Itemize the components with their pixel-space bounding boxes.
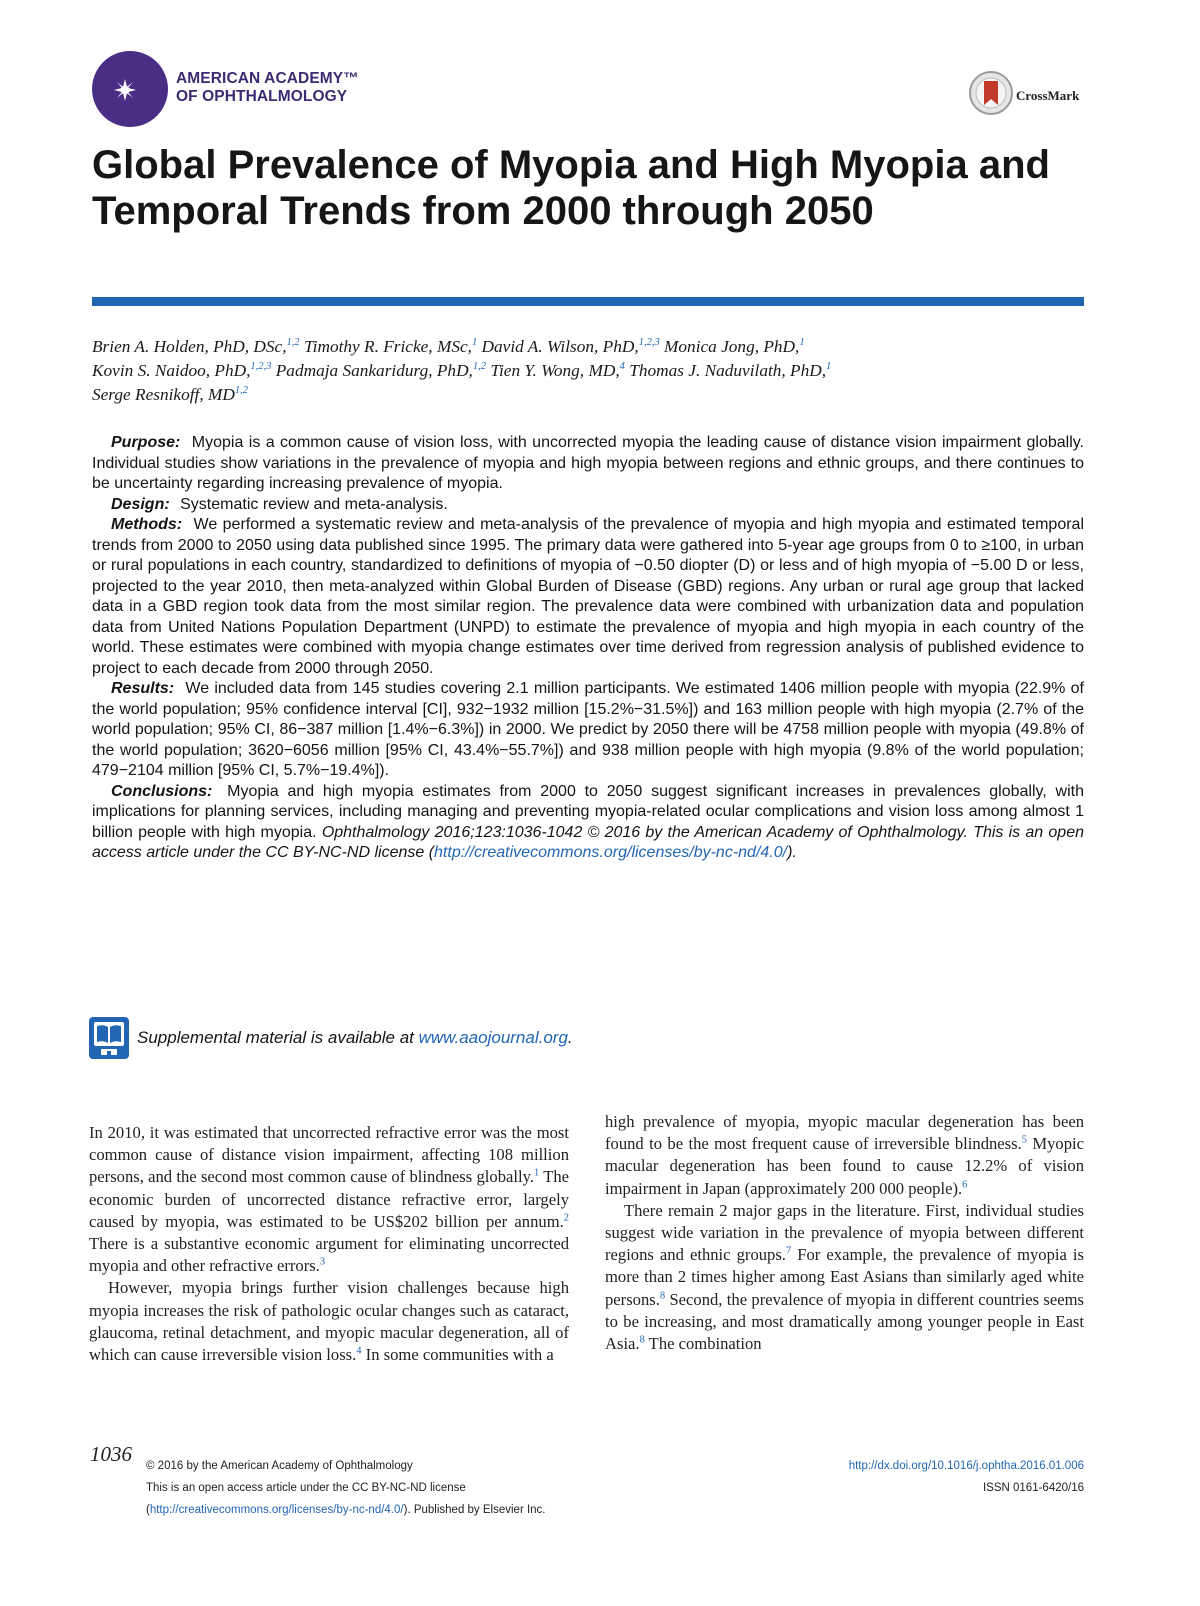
body-text: There is a substantive economic argument for eliminating uncorrected myopia and other refractive errors. — [89, 1234, 569, 1276]
supplemental-note — [137, 1028, 573, 1048]
reference-number[interactable]: 4 — [356, 1345, 362, 1357]
abstract-conclusions-text: Myopia and high myopia estimates from 2000 to 2050 suggest significant increases in prevalences globally, with implications for planning services, including managing and preventing myopia-related ocular complications and vision loss among almost 1 billion people with high myopia. — [92, 782, 1084, 841]
body-paragraph — [89, 1277, 569, 1366]
author-affiliation: 4 — [619, 361, 625, 373]
author: Monica Jong, PhD, — [664, 337, 800, 356]
reference-number[interactable]: 1 — [533, 1167, 540, 1179]
org-name-line2: OF OPHTHALMOLOGY — [176, 88, 348, 105]
reference-number[interactable]: 8 — [659, 1290, 666, 1302]
author: Tien Y. Wong, MD, — [490, 361, 620, 380]
org-name-line1: AMERICAN ACADEMY™ — [176, 70, 359, 87]
abstract-results — [92, 679, 1084, 782]
abstract-design — [92, 495, 1084, 516]
body-text: Second, the prevalence of myopia in different countries seems to be increasing, and most dramatically among younger people in East Asia. — [605, 1289, 1084, 1354]
title-divider — [92, 297, 1084, 306]
body-text: high prevalence of myopia, myopic macular degeneration has been found to be the most frequent cause of irreversible blindness. — [605, 1112, 1084, 1154]
body-text: In some communities with a — [361, 1345, 554, 1365]
author-list — [92, 335, 1092, 407]
body-text: The economic burden of uncorrected distance refractive error, largely caused by myopia, was estimated to be US$202 billion per annum. — [89, 1167, 569, 1231]
reference-number[interactable]: 7 — [785, 1245, 792, 1257]
abstract-conclusions — [92, 782, 1084, 864]
abstract-purpose — [92, 433, 1084, 495]
license-link[interactable]: http://creativecommons.org/licenses/by-nc-nd/4.0/ — [434, 844, 788, 861]
crossmark-icon[interactable] — [968, 70, 1014, 116]
author: Thomas J. Naduvilath, PhD, — [629, 361, 827, 380]
body-text: The combination — [644, 1334, 762, 1354]
body-paragraph — [89, 1122, 569, 1277]
abstract-results-label: Results: — [111, 680, 175, 697]
body-text: For example, the prevalence of myopia is more than 2 times higher among East Asians than similarly aged white persons. — [605, 1245, 1084, 1309]
doi-link[interactable]: http://dx.doi.org/10.1016/j.ophtha.2016.01.006 — [848, 1460, 1084, 1472]
reference-number[interactable]: 8 — [639, 1334, 645, 1346]
supplemental-end: . — [567, 1028, 573, 1047]
author-affiliation: 1 — [826, 361, 832, 373]
author: Padmaja Sankaridurg, PhD, — [275, 361, 473, 380]
footer-copyright — [146, 1455, 546, 1521]
aao-journal-link[interactable]: www.aaojournal.org — [418, 1028, 568, 1047]
abstract-citation-end: ). — [787, 844, 797, 861]
license-line: This is an open access article under the CC BY-NC-ND license — [146, 1482, 466, 1494]
supplemental-text: Supplemental material is available at — [137, 1028, 419, 1047]
author: Brien A. Holden, PhD, DSc, — [92, 337, 287, 356]
publisher-text: ). Published by Elsevier Inc. — [403, 1504, 546, 1516]
body-column-right — [605, 1111, 1084, 1355]
license-url-line: (http://creativecommons.org/licenses/by-nc-nd/4.0/). Published by Elsevier Inc. — [146, 1504, 546, 1516]
body-text: However, myopia brings further vision challenges because high myopia increases the risk of pathologic ocular changes such as cataract, glaucoma, retinal detachment, and myopic macular degeneration, all of which can cause irreversible vision loss. — [89, 1278, 569, 1365]
author-affiliation: 1,2 — [286, 337, 300, 349]
abstract-results-text: We included data from 145 studies covering 2.1 million participants. We estimated 1406 million people with myopia (22.9% of the world population; 95% confidence interval [CI], 932−1932 million [15.2%−31.5%]) and 163 million people with high myopia (2.7% of the world population; 95% CI, 86−387 million [1.4%−6.3%]) in 2000. We predict by 2050 there will be 4758 million people with myopia (49.8% of the world population; 3620−6056 million [95% CI, 43.4%−55.7%]) and 938 million people with high myopia (9.8% of the world population; 479−2104 million [95% CI, 5.7%−19.4%]). — [92, 680, 1084, 779]
body-text: Myopic macular degeneration has been found to cause 12.2% of vision impairment in Japan (approximately 200 000 people). — [605, 1134, 1084, 1198]
supplemental-material-icon[interactable] — [88, 1016, 130, 1060]
abstract-methods — [92, 515, 1084, 679]
abstract-conclusions-label: Conclusions: — [111, 782, 213, 800]
abstract-design-text: Systematic review and meta-analysis. — [180, 495, 448, 513]
body-paragraph — [605, 1111, 1084, 1200]
page-number: 1036 — [90, 1442, 132, 1466]
body-column-left — [89, 1122, 569, 1366]
author-affiliation: 1,2,3 — [250, 361, 272, 373]
reference-number[interactable]: 2 — [563, 1212, 569, 1224]
body-paragraph — [605, 1200, 1084, 1355]
footer-license-link[interactable]: http://creativecommons.org/licenses/by-nc-nd/4.0/ — [149, 1504, 404, 1516]
reference-number[interactable]: 6 — [962, 1179, 968, 1191]
reference-number[interactable]: 5 — [1021, 1134, 1027, 1146]
abstract-purpose-label: Purpose: — [111, 434, 181, 451]
abstract — [92, 433, 1084, 864]
body-text: There remain 2 major gaps in the literature. First, individual studies suggest wide variation in the prevalence of myopia between different regions and ethnic groups. — [605, 1200, 1084, 1265]
article-title: Global Prevalence of Myopia and High Myopia and Temporal Trends from 2000 through 2050 — [92, 143, 1050, 233]
body-text: In 2010, it was estimated that uncorrected refractive error was the most common cause of distance vision impairment, affecting 108 million persons, and the second most common cause of blindness globally. — [89, 1123, 569, 1187]
crossmark-label[interactable]: CrossMark — [1016, 88, 1080, 103]
abstract-citation: Ophthalmology 2016;123:1036-1042 © 2016 by the American Academy of Ophthalmology. This is an open access article under the CC BY-NC-ND license ( — [92, 823, 1085, 861]
issn: ISSN 0161-6420/16 — [982, 1482, 1084, 1494]
author: Serge Resnikoff, MD — [92, 385, 235, 404]
author-affiliation: 1,2 — [234, 385, 248, 397]
aao-logo — [92, 51, 168, 127]
abstract-purpose-text: Myopia is a common cause of vision loss, with uncorrected myopia the leading cause of distance vision impairment globally. Individual studies show variations in the prevalence of myopia and high myopia between regions and ethnic groups, and there continues to be uncertainty regarding increasing prevalence of myopia. — [92, 434, 1084, 492]
abstract-methods-text: We performed a systematic review and meta-analysis of the prevalence of myopia and high myopia and estimated temporal trends from 2000 to 2050 using data published since 1995. The primary data were gathered into 5-year age groups from 0 to ≥100, in urban or rural populations in each country, standardized to definitions of myopia of −0.50 diopter (D) or less and of high myopia of −5.00 D or less, projected to the year 2010, then meta-analyzed within Global Burden of Disease (GBD) regions. Any urban or rural age group that lacked data in a GBD region took data from the most similar region. The prevalence data were combined with urbanization data and population data from United Nations Population Department (UNPD) to estimate the prevalence of myopia and high myopia in each country of the world. These estimates were combined with myopia change estimates over time derived from regression analysis of published evidence to project to each decade from 2000 through 2050. — [92, 516, 1084, 677]
author-affiliation: 1,2 — [472, 361, 486, 373]
footer-identifiers — [806, 1455, 1084, 1499]
copyright-line: © 2016 by the American Academy of Ophthalmology — [146, 1460, 413, 1472]
author-affiliation: 1,2,3 — [638, 337, 660, 349]
abstract-design-label: Design: — [111, 495, 170, 513]
author: David A. Wilson, PhD, — [481, 337, 639, 356]
abstract-methods-label: Methods: — [111, 516, 183, 533]
author-affiliation: 1 — [471, 337, 478, 349]
reference-number[interactable]: 3 — [319, 1256, 326, 1268]
organization-name — [176, 70, 359, 106]
author-affiliation: 1 — [799, 337, 805, 349]
author: Timothy R. Fricke, MSc, — [304, 337, 472, 356]
author: Kovin S. Naidoo, PhD, — [92, 361, 251, 380]
eye-star-icon — [92, 51, 168, 127]
